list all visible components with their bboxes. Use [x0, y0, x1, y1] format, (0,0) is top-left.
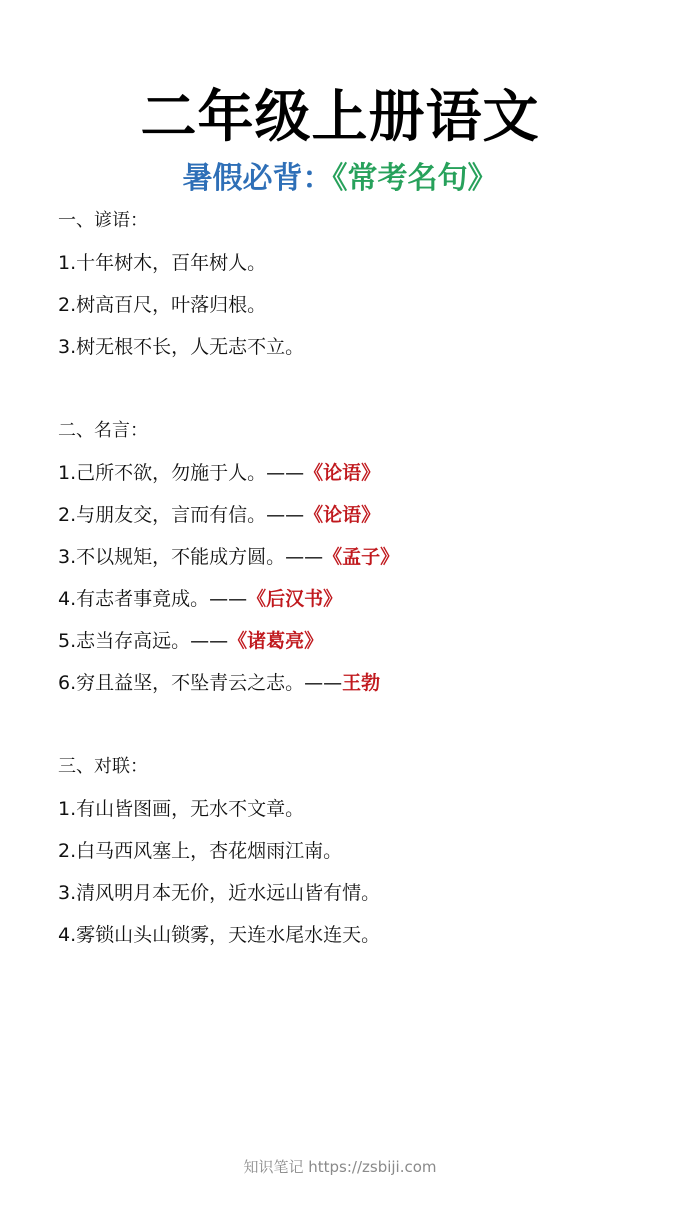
item-text: 5.志当存高远。—— [58, 630, 229, 652]
item-source: 《诸葛亮》 [228, 630, 324, 652]
item-text: 3.树无根不长，人无志不立。 [58, 336, 305, 358]
section-heading-proverbs: 一、谚语： [58, 210, 148, 231]
item-source: 王勃 [342, 672, 381, 694]
item-text: 1.己所不欲，勿施于人。—— [58, 462, 305, 484]
page-subtitle [0, 158, 680, 200]
footer-watermark: 知识笔记 https://zsbiji.com [243, 1158, 437, 1176]
list-item [58, 583, 658, 615]
list-item [58, 835, 658, 867]
item-source: 《论语》 [304, 504, 381, 526]
list-item [58, 919, 658, 951]
list-item [58, 331, 658, 363]
section-heading-quotes: 二、名言： [58, 420, 148, 441]
item-text: 1.有山皆图画，无水不文章。 [58, 798, 305, 820]
item-text: 4.有志者事竟成。—— [58, 588, 248, 610]
item-text: 1.十年树木，百年树人。 [58, 252, 267, 274]
list-item [58, 499, 658, 531]
item-text: 2.与朋友交，言而有信。—— [58, 504, 305, 526]
list-item [58, 877, 658, 909]
item-text: 3.不以规矩，不能成方圆。—— [58, 546, 324, 568]
subtitle-prefix: 暑假必背： [182, 161, 333, 196]
item-text: 2.树高百尺，叶落归根。 [58, 294, 267, 316]
item-text: 3.清风明月本无价，近水远山皆有情。 [58, 882, 381, 904]
item-text: 4.雾锁山头山锁雾，天连水尾水连天。 [58, 924, 381, 946]
list-item [58, 289, 658, 321]
list-item [58, 457, 658, 489]
section-heading-couplets: 三、对联： [58, 756, 148, 777]
list-item [58, 667, 658, 699]
content-body [58, 205, 658, 961]
item-source: 《孟子》 [323, 546, 400, 568]
section-spacer [58, 373, 658, 415]
item-source: 《后汉书》 [247, 588, 343, 610]
page-title: 二年级上册语文 [140, 85, 540, 150]
item-text: 6.穷且益坚，不坠青云之志。—— [58, 672, 343, 694]
section-spacer [58, 709, 658, 751]
item-text: 2.白马西风塞上，杏花烟雨江南。 [58, 840, 343, 862]
list-item [58, 625, 658, 657]
subtitle-highlight: 《常考名句》 [332, 161, 498, 196]
item-source: 《论语》 [304, 462, 381, 484]
list-item [58, 247, 658, 279]
list-item [58, 793, 658, 825]
list-item [58, 541, 658, 573]
